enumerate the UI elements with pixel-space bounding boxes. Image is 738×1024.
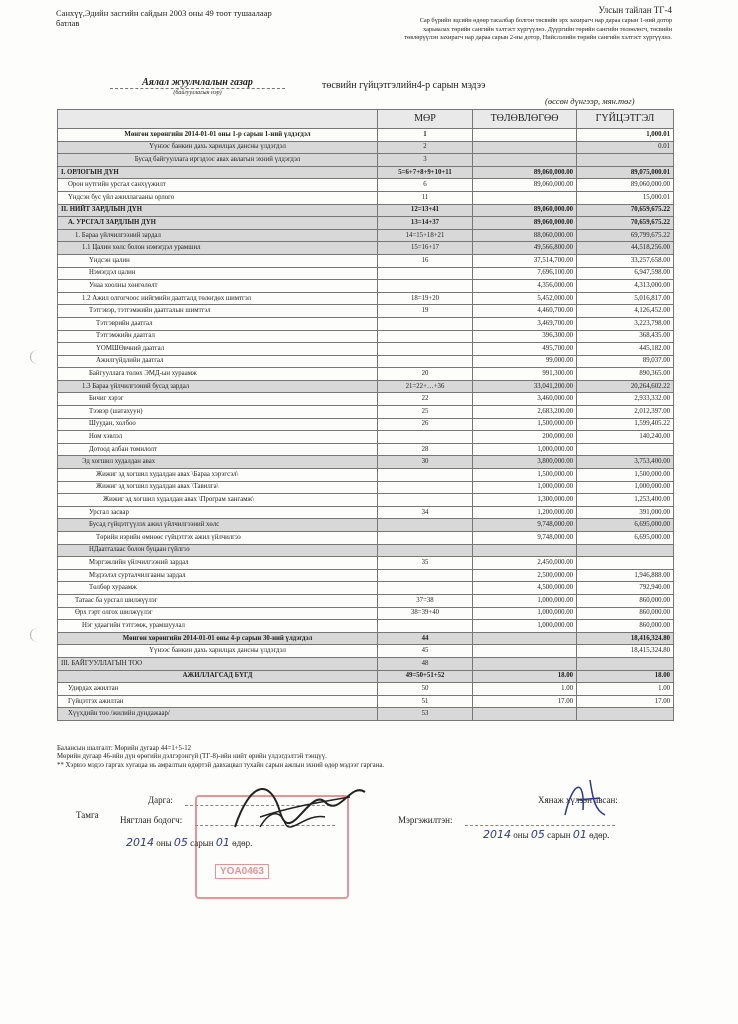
row-number: 30 — [378, 456, 473, 469]
row-number: 22 — [378, 393, 473, 406]
actual-value: 860,000.00 — [577, 594, 674, 607]
actual-value: 18,416,324.80 — [577, 632, 674, 645]
row-number: 6 — [378, 179, 473, 192]
table-row — [58, 406, 674, 419]
table-row — [58, 368, 674, 381]
row-number: 51 — [378, 695, 473, 708]
actual-value: 70,659,675.22 — [577, 204, 674, 217]
row-number: 14=15+18+21 — [378, 229, 473, 242]
form-header — [400, 5, 672, 43]
actual-value: 860,000.00 — [577, 607, 674, 620]
plan-value — [473, 129, 577, 142]
row-label: Төлбөр хураамж — [58, 582, 378, 595]
right-date-year: 2014 — [483, 828, 511, 841]
table-row — [58, 695, 674, 708]
row-number: 25 — [378, 406, 473, 419]
row-number — [378, 317, 473, 330]
row-label: АЖИЛЛАГСАД БҮГД — [58, 670, 378, 683]
row-label: Гүйцэтгэх ажилтан — [58, 695, 378, 708]
actual-value — [577, 557, 674, 570]
plan-value: 3,460,000.00 — [473, 393, 577, 406]
row-number: 5=6+7+8+9+10+11 — [378, 166, 473, 179]
row-label: НДаатгалаас болон буцаан гүйлгээ — [58, 544, 378, 557]
row-number — [378, 544, 473, 557]
row-label: Татаас ба урсгал шилжүүлэг — [58, 594, 378, 607]
debt-note: Мөрийн дугаар 46-ийн дүн өрөгийн дэлгэрэнгүй (ТГ-8)-ийн нийт өрийн үлдэгдэлтэй тэнцүү. — [57, 753, 327, 761]
row-number: 26 — [378, 418, 473, 431]
table-row — [58, 544, 674, 557]
row-label: Хүүхдийн тоо /жилийн дундажаар/ — [58, 708, 378, 721]
plan-value: 4,356,000.00 — [473, 280, 577, 293]
table-row — [58, 179, 674, 192]
row-label: Жижиг эд хогшил худалдан авах \Тавилга\ — [58, 481, 378, 494]
row-label: Жижиг эд хогшил худалдан авах \Програм хангамж\ — [58, 494, 378, 507]
actual-value: 0.01 — [577, 141, 674, 154]
actual-value: 17.00 — [577, 695, 674, 708]
row-label: ҮОМШӨвчний даатгал — [58, 343, 378, 356]
row-number: 37=38 — [378, 594, 473, 607]
table-row — [58, 557, 674, 570]
actual-value — [577, 544, 674, 557]
row-number — [378, 569, 473, 582]
row-label: Нэг удаагийн тэтгэмж, урамшуулал — [58, 620, 378, 633]
row-number: 34 — [378, 506, 473, 519]
table-row — [58, 355, 674, 368]
table-row — [58, 456, 674, 469]
row-label: II. НИЙТ ЗАРДЛЫН ДҮН — [58, 204, 378, 217]
table-row — [58, 494, 674, 507]
plan-value — [473, 645, 577, 658]
table-row — [58, 141, 674, 154]
balance-check-note: Балансын шалгалт: Мөрийн дугаар 44=1+5-12 — [57, 745, 192, 752]
actual-value: 6,695,000.00 — [577, 532, 674, 545]
left-date: 2014 оны 05 сарын 01 өдөр. — [126, 836, 253, 849]
table-row — [58, 267, 674, 280]
plan-value: 991,300.00 — [473, 368, 577, 381]
row-label: Үндсэн цалин — [58, 254, 378, 267]
actual-value: 5,016,817.00 — [577, 292, 674, 305]
table-row — [58, 393, 674, 406]
row-label: Өрх гэрт олгох шилжүүлэг — [58, 607, 378, 620]
actual-value: 391,000.00 — [577, 506, 674, 519]
row-label: Нэмэгдэл цалин — [58, 267, 378, 280]
actual-value: 3,223,798.00 — [577, 317, 674, 330]
actual-value: 1,000.01 — [577, 129, 674, 142]
table-row — [58, 469, 674, 482]
plan-value: 200,000.00 — [473, 431, 577, 444]
plan-value: 33,041,200.00 — [473, 380, 577, 393]
actual-value: 4,313,000.00 — [577, 280, 674, 293]
actual-value: 4,126,452.00 — [577, 305, 674, 318]
table-row — [58, 191, 674, 204]
row-label: Тэтгэмжийн даатгал — [58, 330, 378, 343]
actual-value — [577, 657, 674, 670]
actual-value: 6,695,000.00 — [577, 519, 674, 532]
plan-value: 2,500,000.00 — [473, 569, 577, 582]
plan-value: 89,060,000.00 — [473, 204, 577, 217]
row-label: Мэргэжлийн үйлчилгээний зардал — [58, 557, 378, 570]
row-label: Удирдах ажилтан — [58, 683, 378, 696]
row-number: 1 — [378, 129, 473, 142]
plan-value: 495,700.00 — [473, 343, 577, 356]
organization-caption: (байгууллагын нэр) — [173, 90, 222, 96]
row-number: 19 — [378, 305, 473, 318]
row-number — [378, 481, 473, 494]
unit-note: (өссөн дүнгээр, мян.төг) — [545, 96, 635, 106]
left-date-month: 05 — [173, 836, 188, 849]
plan-value: 9,748,000.00 — [473, 532, 577, 545]
table-row — [58, 506, 674, 519]
row-label: Унаа хоолны хөнгөлөлт — [58, 280, 378, 293]
actual-value: 20,264,602.22 — [577, 380, 674, 393]
row-number: 11 — [378, 191, 473, 204]
row-label: Төрийн нэрийн өмнөөс гүйцэтгэх ажил үйлчилгээ — [58, 532, 378, 545]
table-row — [58, 242, 674, 255]
plan-value — [473, 154, 577, 167]
row-number: 53 — [378, 708, 473, 721]
actual-value: 1.00 — [577, 683, 674, 696]
plan-value — [473, 544, 577, 557]
punch-hole — [30, 628, 45, 642]
row-number — [378, 343, 473, 356]
director-label: Дарга: — [148, 795, 173, 805]
plan-value: 1,000,000.00 — [473, 607, 577, 620]
plan-value — [473, 632, 577, 645]
col-header-row: МӨР — [378, 110, 473, 129]
table-row — [58, 204, 674, 217]
row-number: 35 — [378, 557, 473, 570]
table-row — [58, 292, 674, 305]
table-row — [58, 519, 674, 532]
table-row — [58, 129, 674, 142]
actual-value: 1,253,400.00 — [577, 494, 674, 507]
row-label: А. УРСГАЛ ЗАРДЛЫН ДҮН — [58, 217, 378, 230]
budget-table — [57, 109, 674, 721]
plan-value: 17.00 — [473, 695, 577, 708]
row-number — [378, 267, 473, 280]
row-label: Бичиг хэрэг — [58, 393, 378, 406]
row-label: Мэдээлэл сурталчилгааны зардал — [58, 569, 378, 582]
row-label: Үндсэн бус үйл ажиллагааны орлого — [58, 191, 378, 204]
plan-value: 9,748,000.00 — [473, 519, 577, 532]
right-date-month: 05 — [530, 828, 545, 841]
row-label: Дотоод албан томилолт — [58, 443, 378, 456]
row-label: Мөнгөн хөрөнгийн 2014-01-01 оны 1-р сарын 1-ний үлдэгдэл — [58, 129, 378, 142]
row-label: 1.3 Бараа үйлчилгээний бусад зардал — [58, 380, 378, 393]
actual-value: 89,060,000.00 — [577, 179, 674, 192]
row-number: 18=19+20 — [378, 292, 473, 305]
plan-value — [473, 657, 577, 670]
row-number — [378, 582, 473, 595]
actual-value: 860,000.00 — [577, 620, 674, 633]
actual-value: 15,000.01 — [577, 191, 674, 204]
actual-value: 3,753,400.00 — [577, 456, 674, 469]
row-label: Урсгал засвар — [58, 506, 378, 519]
plan-value — [473, 191, 577, 204]
row-label: Тээвэр (шатахуун) — [58, 406, 378, 419]
actual-value: 1,500,000.00 — [577, 469, 674, 482]
row-number: 38=39+40 — [378, 607, 473, 620]
row-number — [378, 469, 473, 482]
row-number — [378, 494, 473, 507]
row-number: 16 — [378, 254, 473, 267]
plan-value: 89,060,000.00 — [473, 217, 577, 230]
table-row — [58, 670, 674, 683]
plan-value: 2,683,200.00 — [473, 406, 577, 419]
table-row — [58, 657, 674, 670]
row-label: I. ОРЛОГЫН ДҮН — [58, 166, 378, 179]
table-row — [58, 594, 674, 607]
col-header-actual: ГҮЙЦЭТГЭЛ — [577, 110, 674, 129]
table-row — [58, 229, 674, 242]
col-header-plan: ТӨЛӨВЛӨГӨӨ — [473, 110, 577, 129]
plan-value: 4,500,000.00 — [473, 582, 577, 595]
table-row — [58, 645, 674, 658]
approval-note: Санхүү,Эдийн засгийн сайдын 2003 оны 49 тоот тушаалаар батлав — [56, 8, 272, 28]
actual-value: 445,182.00 — [577, 343, 674, 356]
plan-value: 4,460,700.00 — [473, 305, 577, 318]
plan-value: 89,060,000.00 — [473, 166, 577, 179]
plan-value: 49,566,800.00 — [473, 242, 577, 255]
plan-value: 1.00 — [473, 683, 577, 696]
table-row — [58, 431, 674, 444]
actual-value: 69,799,675.22 — [577, 229, 674, 242]
row-label: 1.1 Цалин хөлс болон нэмэгдэл урамшил — [58, 242, 378, 255]
plan-value: 18.00 — [473, 670, 577, 683]
plan-value: 1,300,000.00 — [473, 494, 577, 507]
stamp-label: Тамга — [76, 810, 99, 820]
row-number: 13=14+37 — [378, 217, 473, 230]
actual-value: 18,415,324.80 — [577, 645, 674, 658]
row-number: 15=16+17 — [378, 242, 473, 255]
row-label: Орон нутгийн урсгал санхүүжилт — [58, 179, 378, 192]
row-label: III. БАЙГУУЛЛАГЫН ТОО — [58, 657, 378, 670]
table-row — [58, 330, 674, 343]
row-number — [378, 280, 473, 293]
actual-value: 1,000,000.00 — [577, 481, 674, 494]
row-number — [378, 532, 473, 545]
table-header — [58, 110, 674, 129]
form-code: Улсын тайлан ТГ-4 — [598, 5, 672, 15]
row-number: 21=22+…+36 — [378, 380, 473, 393]
table-row — [58, 280, 674, 293]
actual-value: 6,947,598.00 — [577, 267, 674, 280]
plan-value: 7,696,100.00 — [473, 267, 577, 280]
row-label: Тэтгэврийн даатгал — [58, 317, 378, 330]
table-row — [58, 708, 674, 721]
accountant-signature — [255, 805, 335, 835]
row-label: Тэтгэвэр, тэтгэмжийн даатгалын шимтгэл — [58, 305, 378, 318]
plan-value: 88,060,000.00 — [473, 229, 577, 242]
actual-value — [577, 708, 674, 721]
row-number: 28 — [378, 443, 473, 456]
row-number: 48 — [378, 657, 473, 670]
table-row — [58, 443, 674, 456]
actual-value: 2,933,332.00 — [577, 393, 674, 406]
actual-value: 89,037.00 — [577, 355, 674, 368]
table-row — [58, 305, 674, 318]
right-date: 2014 оны 05 сарын 01 өдөр. — [483, 828, 610, 841]
table-row — [58, 254, 674, 267]
table-row — [58, 481, 674, 494]
accountant-label: Нягтлан бодогч: — [120, 815, 183, 825]
row-label: Ном хэвлэл — [58, 431, 378, 444]
row-label: Жижиг эд хогшил худалдан авах \Бараа хэрэгсэл\ — [58, 469, 378, 482]
table-row — [58, 154, 674, 167]
plan-value: 5,452,000.00 — [473, 292, 577, 305]
stamp-code: YOA0463 — [215, 864, 269, 879]
left-date-year: 2014 — [126, 836, 154, 849]
actual-value: 368,435.00 — [577, 330, 674, 343]
col-header-label — [58, 110, 378, 129]
actual-value: 1,599,405.22 — [577, 418, 674, 431]
right-date-day: 01 — [572, 828, 587, 841]
organization-name: Аялал жуулчлалын газар — [110, 77, 285, 89]
table-row — [58, 317, 674, 330]
reviewer-label: Хянаж хүлээн авсан: — [538, 795, 618, 805]
row-number: 12=13+41 — [378, 204, 473, 217]
actual-value — [577, 443, 674, 456]
plan-value: 2,450,000.00 — [473, 557, 577, 570]
row-number: 2 — [378, 141, 473, 154]
footnotes — [57, 745, 617, 770]
actual-value: 89,075,000.01 — [577, 166, 674, 179]
actual-value: 2,012,397.00 — [577, 406, 674, 419]
row-label: Шуудан, холбоо — [58, 418, 378, 431]
actual-value: 1,946,888.00 — [577, 569, 674, 582]
plan-value: 1,500,000.00 — [473, 418, 577, 431]
plan-value: 1,000,000.00 — [473, 481, 577, 494]
plan-value — [473, 141, 577, 154]
row-label: Бусад гүйцэтгүүлэх ажил үйлчилгээний хөлс — [58, 519, 378, 532]
row-number — [378, 519, 473, 532]
plan-value: 396,300.00 — [473, 330, 577, 343]
row-label: 1.2 Ажил олгогчоос нийгмийн даатгалд төлөгдөх шимтгэл — [58, 292, 378, 305]
row-number — [378, 620, 473, 633]
table-row — [58, 607, 674, 620]
left-date-day: 01 — [215, 836, 230, 849]
specialist-label: Мэргэжилтэн: — [398, 815, 453, 825]
row-label: Байгууллага төлөх ЭМД-ын хураамж — [58, 368, 378, 381]
row-label: 1. Бараа үйлчилгээний зардал — [58, 229, 378, 242]
row-number: 3 — [378, 154, 473, 167]
punch-hole — [30, 350, 45, 364]
table-row — [58, 343, 674, 356]
table-row — [58, 620, 674, 633]
row-number — [378, 431, 473, 444]
form-instructions: Сар бүрийн эцсийн өдөөр тасалбар болгон төсвийн эрх захирагч нар дараа сарын 1-ний дотор харьяалах төрийн сангийн хэлтэст хүргүүлнэ. Дүүргийн төрийн сангийн төлөөлөгч, төсвийн төвлөрүүлэн захирагч нар дараа сарын 2-ны дотор, Нийслэлийн төрийн сангийн хэлтэст хүргүүлнэ. — [404, 17, 672, 41]
plan-value: 1,200,000.00 — [473, 506, 577, 519]
plan-value: 1,000,000.00 — [473, 620, 577, 633]
row-number: 45 — [378, 645, 473, 658]
actual-value: 44,518,256.00 — [577, 242, 674, 255]
table-row — [58, 217, 674, 230]
plan-value: 3,469,700.00 — [473, 317, 577, 330]
row-label: Үүнээс банкин дахь харилцах дансны үлдэгдэл — [58, 141, 378, 154]
actual-value: 33,257,658.00 — [577, 254, 674, 267]
row-number: 20 — [378, 368, 473, 381]
table-row — [58, 632, 674, 645]
row-number: 50 — [378, 683, 473, 696]
specialist-signature — [555, 770, 615, 830]
table-row — [58, 683, 674, 696]
plan-value: 1,500,000.00 — [473, 469, 577, 482]
plan-value: 3,800,000.00 — [473, 456, 577, 469]
row-label: Эд хогшил худалдан авах — [58, 456, 378, 469]
plan-value: 89,060,000.00 — [473, 179, 577, 192]
row-number — [378, 355, 473, 368]
report-title: төсвийн гүйцэтгэлийн4-р сарын мэдээ — [322, 80, 486, 91]
actual-value: 70,659,675.22 — [577, 217, 674, 230]
row-number — [378, 330, 473, 343]
actual-value: 140,240.00 — [577, 431, 674, 444]
actual-value: 792,940.00 — [577, 582, 674, 595]
plan-value: 37,514,700.00 — [473, 254, 577, 267]
plan-value — [473, 708, 577, 721]
row-number: 49=50+51+52 — [378, 670, 473, 683]
table-row — [58, 166, 674, 179]
plan-value: 1,000,000.00 — [473, 443, 577, 456]
row-label: Ажилгүйдлийн даатгал — [58, 355, 378, 368]
row-number: 44 — [378, 632, 473, 645]
plan-value: 99,000.00 — [473, 355, 577, 368]
deadline-note: ** Хэрвээ мэдээ гаргах хугацаа нь амралтын өдөртэй давхацвал тухайн сарын ажлын эхний өдөр мэдээг гаргана. — [57, 761, 385, 769]
table-row — [58, 418, 674, 431]
row-label: Үүнээс банкин дахь харилцах дансны үлдэгдэл — [58, 645, 378, 658]
table-row — [58, 532, 674, 545]
table-row — [58, 380, 674, 393]
row-label: Мөнгөн хөрөнгийн 2014-01-01 оны 4-р сарын 30-ний үлдэгдэл — [58, 632, 378, 645]
actual-value: 890,365.00 — [577, 368, 674, 381]
actual-value: 18.00 — [577, 670, 674, 683]
plan-value: 1,000,000.00 — [473, 594, 577, 607]
actual-value — [577, 154, 674, 167]
table-row — [58, 569, 674, 582]
row-label: Бусад байгууллага иргэдээс авах авлагын эхний үлдэгдэл — [58, 154, 378, 167]
table-row — [58, 582, 674, 595]
